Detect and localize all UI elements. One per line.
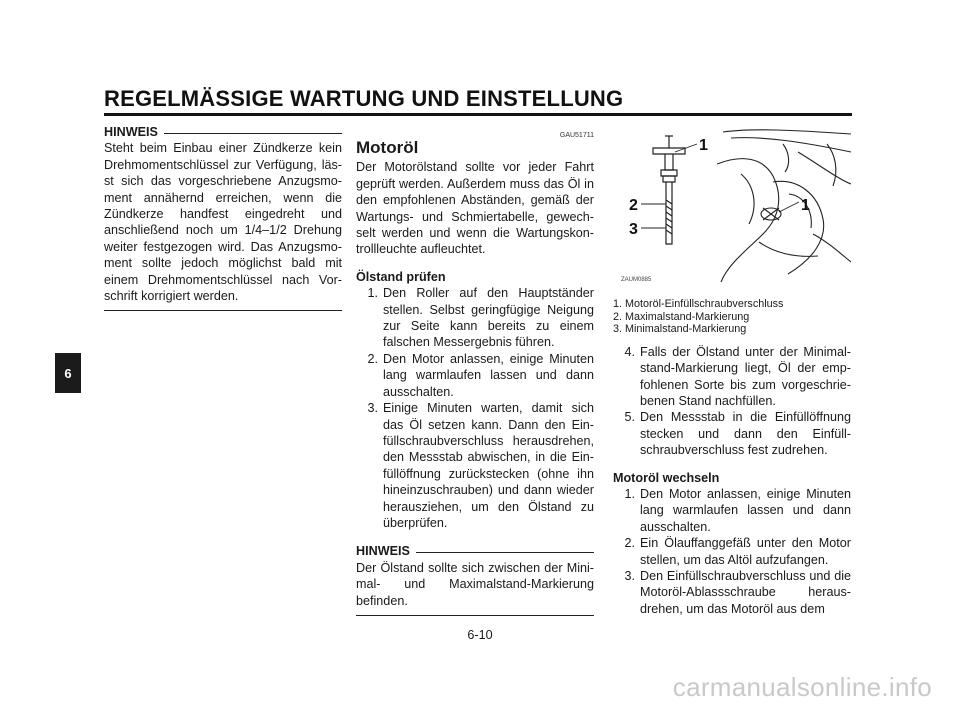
watermark: carmanualsonline.info: [672, 672, 932, 702]
page-number: 6-10: [467, 628, 493, 642]
figure-label-2: 2: [629, 197, 638, 214]
section-intro: Der Motorölstand sollte vor jeder Fahrt geprüft werden. Außerdem muss das Öl in den empfohlenen Abständen, gemäß der Wartungs- und Schmiertabelle, gewech-selt werden und wenn die Wartungskon-trollleuchte aufleuchtet.: [356, 160, 594, 257]
list-item: 1. Den Roller auf den Hauptständer stellen. Selbst geringfügige Neigung zur Seite kann bereits zu einem falschen Messergebnis führen.: [367, 286, 594, 350]
chapter-tab: 6: [55, 353, 81, 393]
list-item: 5. Den Messstab in die Einfüllöffnung stecken und dann den Einfüll-schraubverschluss fest zudrehen.: [624, 410, 851, 458]
caption-item: 3. Minimalstand-Markierung: [613, 323, 747, 336]
note-end-rule: [356, 615, 594, 616]
figure-label-3: 3: [629, 221, 638, 238]
page-header-title: REGELMÄSSIGE WARTUNG UND EINSTELLUNG: [104, 86, 624, 111]
note-heading: [104, 124, 342, 140]
figure-captions: [613, 298, 851, 336]
list-item: 3. Den Einfüllschraubverschluss und die Motoröl-Ablassschraube heraus-drehen, um das Motoröl aus dem: [624, 569, 851, 616]
check-steps: [356, 285, 594, 531]
change-steps: [613, 486, 851, 617]
note-title: HINWEIS: [356, 544, 410, 559]
list-item: 4. Falls der Ölstand unter der Minimal-stand-Markierung liegt, Öl der emp-fohlenen Sorte bis zum vorgeschrie-benen Stand nachfüllen.: [624, 344, 851, 408]
list-item: 2. Ein Ölauffanggefäß unter den Motor stellen, um das Altöl aufzufangen.: [624, 536, 851, 567]
right-column: [613, 124, 851, 617]
list-item: 3. Einige Minuten warten, damit sich das Öl setzen kann. Dann den Ein-füllschraubverschluss herausdrehen, den Messstab abwischen, in die Ein-füllöffnung zurückstecken (ohne ihn hineinzuschrauben) und dann wieder herausziehen, um den Ölstand zu überprüfen.: [367, 401, 594, 530]
subsection-title: Motoröl wechseln: [613, 470, 720, 485]
note-text: Steht beim Einbau einer Zündkerze kein Drehmomentschlüssel zur Verfügung, läs-st sich das vorgeschriebene Anzugsmo-ment annähernd erreichen, wenn die Zündkerze handfest eingedreht und anschließend noch um 1/4–1/2 Drehung weiter festgezogen wird. Das Anzugsmo-ment sollte jedoch möglichst bald mit einem Drehmomentschlüssel nach Vor-schrift korrigiert werden.: [104, 141, 342, 304]
figure-code: ZAUM0885: [621, 277, 652, 283]
caption-item: 2. Maximalstand-Markierung: [613, 310, 750, 323]
note-title: HINWEIS: [104, 125, 158, 139]
figure-label-1: 1: [699, 137, 708, 154]
note-text: Der Ölstand sollte sich zwischen der Mini-mal- und Maximalstand-Markierung befinden.: [356, 560, 594, 608]
engine-illustration: [613, 124, 851, 284]
left-column: [104, 124, 342, 311]
section-title: Motoröl: [356, 138, 419, 157]
dipstick-figure: [613, 124, 851, 284]
list-item: 1. Den Motor anlassen, einige Minuten lang warmlaufen lassen und dann ausschalten.: [624, 487, 851, 534]
caption-item: 1. Motoröl-Einfüllschraubverschluss: [613, 298, 784, 310]
figure-label-1b: 1: [801, 197, 810, 214]
header-rule: [104, 113, 852, 116]
note-end-rule: [104, 310, 342, 311]
check-steps-continued: [613, 344, 851, 459]
list-item: 2. Den Motor anlassen, einige Minuten lang warmlaufen lassen und dann ausschalten.: [367, 351, 594, 399]
section-code: GAU51711: [559, 132, 594, 139]
subsection-title: Ölstand prüfen: [356, 269, 446, 284]
middle-column: [356, 124, 594, 616]
note-rule: [164, 133, 342, 134]
note-rule: [416, 552, 594, 553]
note-heading: [356, 543, 594, 559]
